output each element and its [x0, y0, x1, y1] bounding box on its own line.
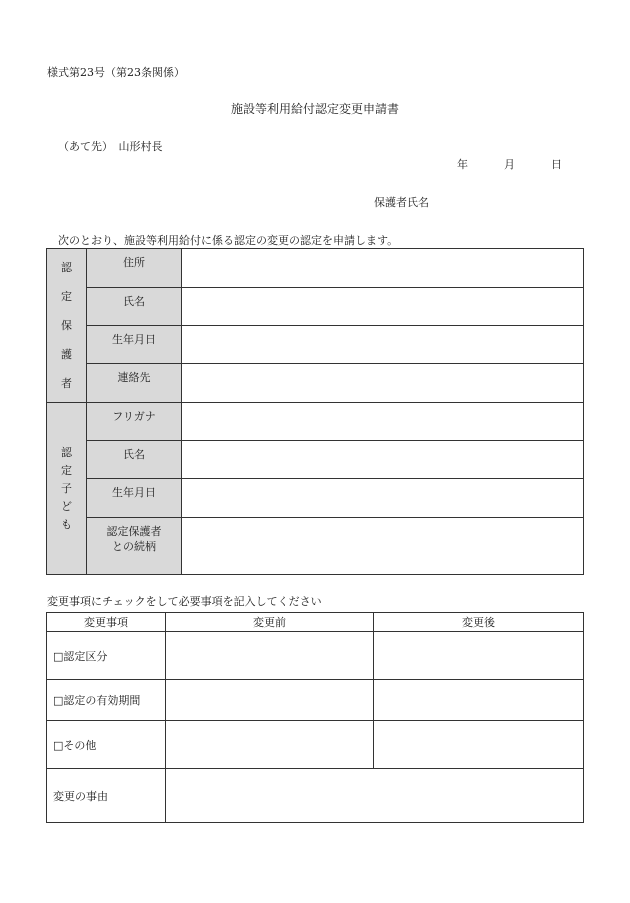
before-certification-category-field[interactable]	[166, 632, 374, 680]
change-instruction: 変更事項にチェックをして必要事項を記入してください	[47, 595, 322, 608]
guardian-address-field[interactable]	[182, 249, 584, 288]
guardian-contact-field[interactable]	[182, 364, 584, 403]
page-title: 施設等利用給付認定変更申請書	[230, 102, 399, 116]
guardian-contact-label: 連絡先	[87, 364, 182, 403]
child-birthdate-label: 生年月日	[87, 479, 182, 518]
change-reason-field[interactable]	[166, 769, 584, 823]
date-month-label: 月	[504, 158, 515, 171]
date-day-label: 日	[551, 158, 562, 171]
guardian-name-label: 保護者氏名	[374, 196, 429, 209]
addressee: （あて先） 山形村長	[58, 140, 163, 153]
header-before: 変更前	[166, 613, 374, 632]
header-change-item: 変更事項	[47, 613, 166, 632]
change-item-other[interactable]: □その他	[47, 721, 166, 769]
after-validity-period-field[interactable]	[374, 680, 584, 721]
child-relationship-field[interactable]	[182, 518, 584, 575]
certified-info-table	[46, 248, 584, 575]
child-furigana-field[interactable]	[182, 403, 584, 441]
child-furigana-label: フリガナ	[87, 403, 182, 441]
after-other-field[interactable]	[374, 721, 584, 769]
change-reason-label: 変更の事由	[47, 769, 166, 823]
intro-text: 次のとおり、施設等利用給付に係る認定の変更の認定を申請します。	[58, 234, 399, 247]
guardian-birthdate-label: 生年月日	[87, 326, 182, 364]
change-item-certification-category[interactable]: □認定区分	[47, 632, 166, 680]
guardian-name-row-label: 氏名	[87, 288, 182, 326]
before-other-field[interactable]	[166, 721, 374, 769]
child-name-field[interactable]	[182, 441, 584, 479]
guardian-birthdate-field[interactable]	[182, 326, 584, 364]
header-after: 変更後	[374, 613, 584, 632]
certified-child-group-label: 認 定 子 ど も	[47, 403, 87, 575]
form-number: 様式第23号（第23条関係）	[47, 66, 185, 79]
date-year-label: 年	[457, 158, 468, 171]
child-relationship-label: 認定保護者 との続柄	[87, 518, 182, 575]
child-name-label: 氏名	[87, 441, 182, 479]
before-validity-period-field[interactable]	[166, 680, 374, 721]
change-item-validity-period[interactable]: □認定の有効期間	[47, 680, 166, 721]
change-items-table	[46, 612, 584, 823]
after-certification-category-field[interactable]	[374, 632, 584, 680]
child-birthdate-field[interactable]	[182, 479, 584, 518]
certified-guardian-group-label: 認 定 保 護 者	[47, 249, 87, 403]
guardian-address-label: 住所	[87, 249, 182, 288]
guardian-name-field[interactable]	[182, 288, 584, 326]
